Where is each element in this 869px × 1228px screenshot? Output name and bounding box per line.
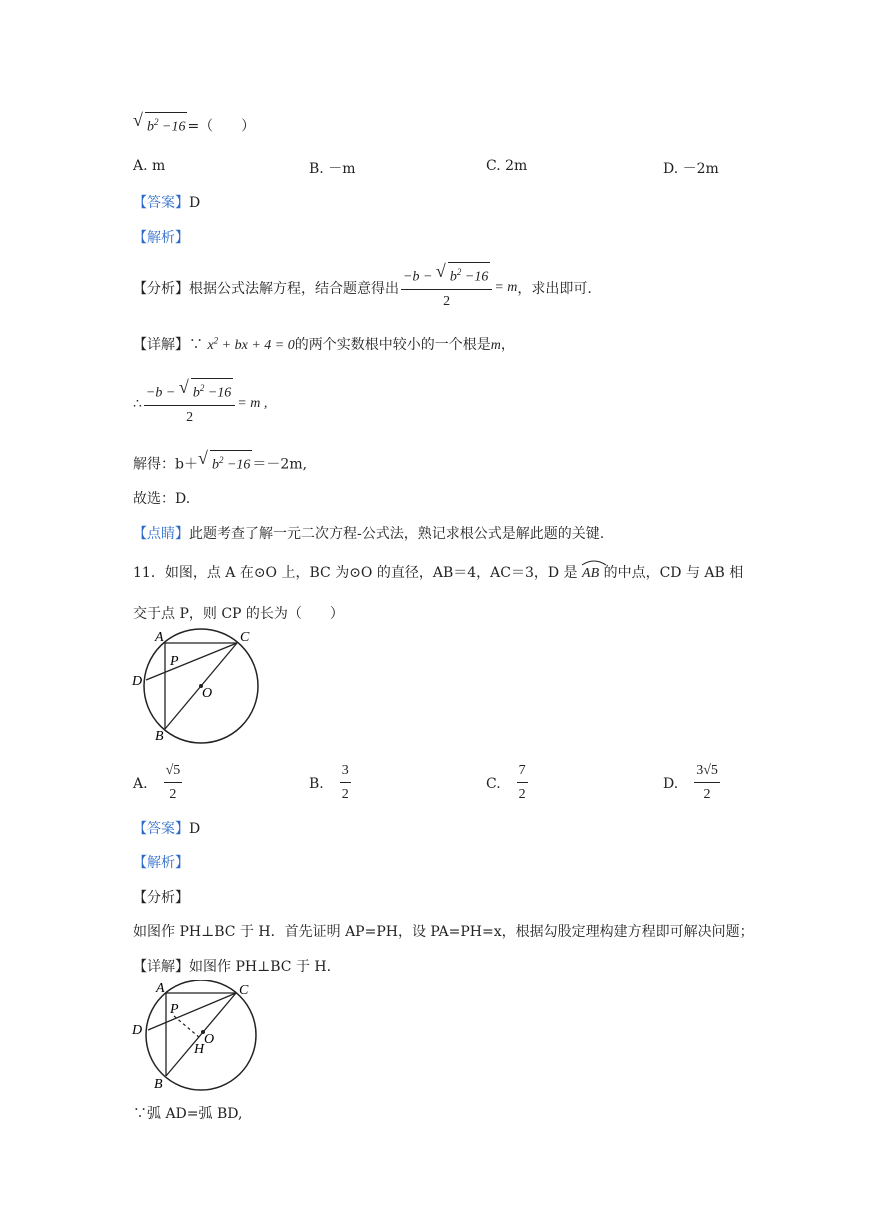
option-d-den: 2 — [703, 787, 711, 802]
q11-analysis-tag: 【解析】 — [133, 855, 189, 871]
label-b: B — [155, 729, 164, 744]
option-a-label: A. — [133, 775, 148, 792]
option-b-label: B. — [309, 775, 324, 792]
arc-ab — [582, 562, 599, 582]
detail-tag: 【详解】 — [133, 959, 189, 975]
label-a: A — [156, 981, 165, 996]
label-c: C — [240, 630, 250, 645]
segment-dc — [146, 643, 237, 680]
root-formula-fraction: −b − √ $b^2 -16$ 2 — [401, 262, 492, 314]
fenxi-text-2: ，求出即可. — [517, 280, 592, 297]
sqrt-expression: √ $b^2 -16$ — [133, 110, 186, 135]
q10-option-c: C. 2m — [486, 158, 528, 174]
because-symbol: ∵ — [189, 337, 203, 353]
answer-tag: 【答案】 — [133, 195, 189, 211]
q10-comment-line — [133, 523, 604, 543]
q10-option-a: A. m — [133, 158, 166, 174]
circle-figure-1 — [128, 625, 268, 745]
answer-tag: 【答案】 — [133, 821, 189, 837]
option-b-fraction — [340, 760, 351, 807]
q10-option-b: B. －m — [309, 161, 356, 177]
q11-detail-line — [133, 956, 331, 976]
q11-last-line: ∵弧 AD=弧 BD, — [133, 1106, 243, 1122]
q11-stem-line-2: 交于点 P，则 CP 的长为（ ） — [133, 606, 344, 622]
option-b-num: 3 — [340, 760, 351, 783]
label-o: O — [204, 1032, 215, 1047]
label-b: B — [154, 1077, 163, 1092]
q11-fenxi-text: 如图作 PH⊥BC 于 H．首先证明 AP=PH，设 PA=PH=x，根据勾股定理构建方程即可解决问题； — [133, 924, 754, 940]
label-p: P — [170, 1002, 179, 1017]
fenxi-tag: 【分析】 — [133, 280, 189, 297]
answer-value: D — [189, 821, 201, 837]
q11-option-a — [133, 760, 184, 807]
q11-option-b — [309, 760, 353, 807]
q11-stem-part-a: 11．如图，点 A 在⊙O 上，BC 为⊙O 的直径，AB＝4，AC＝3，D 是 — [133, 565, 578, 581]
q10-stem-tail: =（ ） — [187, 118, 256, 135]
q11-stem-part-b: 的中点，CD 与 AB 相 — [603, 565, 744, 581]
option-c-num: 7 — [517, 760, 528, 783]
detail-tag: 【详解】 — [133, 337, 189, 353]
answer-value: D — [189, 195, 201, 211]
q11-answer-line — [133, 818, 200, 838]
label-o: O — [202, 686, 213, 701]
option-d-fraction — [694, 760, 720, 807]
solve-suffix: ＝－2m, — [252, 456, 308, 473]
q10-therefore-line: ∴ −b − √ $b^2 -16$ 2 = m , — [133, 378, 267, 430]
q10-option-d: D. －2m — [663, 161, 719, 177]
q11-fenxi-tag: 【分析】 — [133, 890, 189, 906]
q11-option-d — [663, 760, 722, 807]
label-h: H — [194, 1042, 205, 1057]
comment-text: 此题考查了解一元二次方程-公式法，熟记求根公式是解此题的关键. — [189, 526, 605, 542]
q10-choose: 故选：D. — [133, 491, 191, 507]
detail-text: 的两个实数根中较小的一个根是 — [294, 337, 491, 353]
q10-answer-line — [133, 192, 200, 212]
q11-option-c — [486, 760, 530, 807]
quadratic-equation: $x^2$ + bx + 4 = 0 — [207, 335, 295, 353]
label-p: P — [170, 654, 179, 669]
q10-fenxi-line: 【分析】 根据公式法解方程，结合题意得出 −b − √ $b^2 -16$ 2 = m ，求出即可. — [133, 262, 592, 314]
option-d-label: D. — [663, 775, 679, 792]
q10-solve-line: 解得：b＋ √ $b^2 -16 =-2m$, — [133, 448, 308, 473]
q10-detail-line: 【详解】∵ $x^2$ + bx + 4 = 0的两个实数根中较小的一个根是m， — [133, 335, 515, 353]
analysis-tag: 【解析】 — [133, 230, 189, 246]
solve-prefix: 解得：b＋ — [133, 456, 198, 473]
segment-dc — [148, 993, 236, 1030]
option-c-fraction — [517, 760, 528, 807]
q10-stem — [133, 112, 255, 137]
therefore-symbol: ∴ — [133, 395, 142, 412]
option-d-num: 3√5 — [694, 760, 720, 783]
arc-label: AB — [582, 566, 600, 581]
option-b-den: 2 — [341, 787, 349, 802]
option-a-den: 2 — [169, 787, 177, 802]
label-d: D — [132, 674, 143, 689]
comment-tag: 【点睛】 — [133, 526, 189, 542]
option-c-den: 2 — [518, 787, 526, 802]
comma: ， — [500, 337, 515, 353]
circle-figure-2 — [128, 980, 268, 1095]
label-c: C — [239, 983, 249, 998]
root-formula-fraction-2: −b − √ $b^2 -16$ 2 — [144, 378, 235, 430]
detail-text: 如图作 PH⊥BC 于 H. — [189, 959, 332, 975]
q11-stem-line-1 — [133, 562, 743, 582]
segment-ph — [174, 1016, 200, 1038]
label-d: D — [132, 1023, 143, 1038]
option-c-label: C. — [486, 775, 501, 792]
option-a-num: √5 — [164, 760, 183, 783]
label-a: A — [155, 630, 164, 645]
option-a-fraction — [164, 760, 183, 807]
fenxi-text-1: 根据公式法解方程，结合题意得出 — [189, 280, 399, 297]
